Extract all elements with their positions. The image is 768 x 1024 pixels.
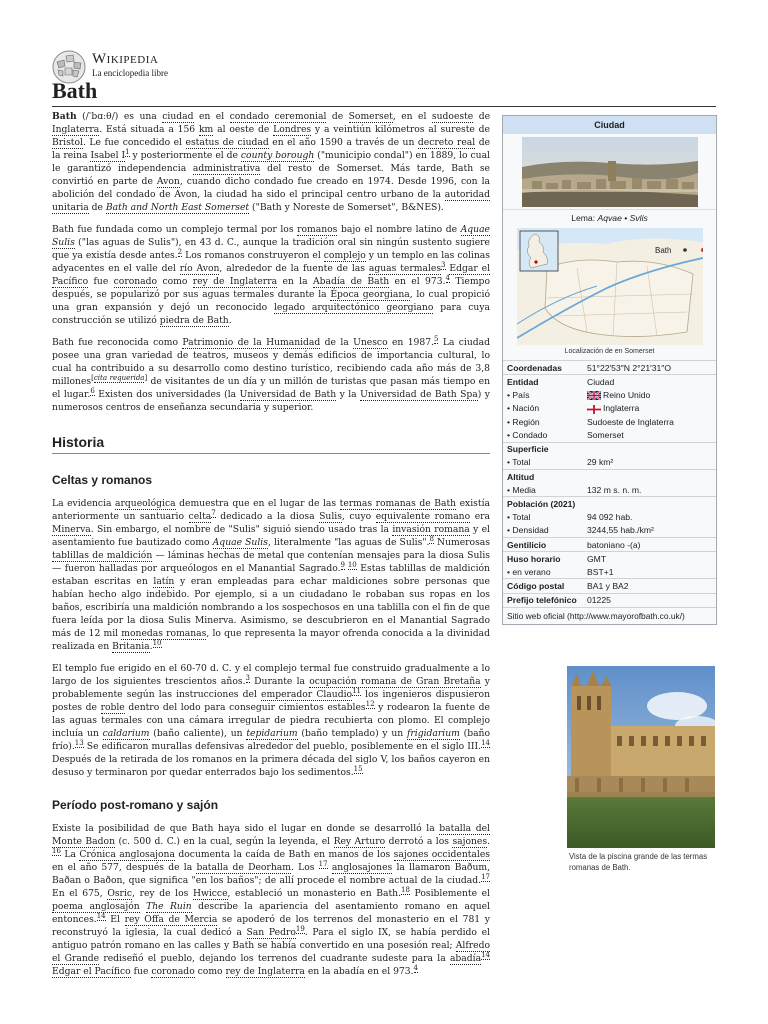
text: de <box>473 111 491 122</box>
text: derrotó a los <box>385 836 453 847</box>
text: , en el <box>392 111 432 122</box>
value: 3244,55 hab./km² <box>587 525 654 536</box>
link-romanos[interactable]: romanos <box>297 224 338 235</box>
text: , cuando dicho condado fue creado en 1974. Desde 1996, con la abolición del condado de Avon, la ciudad ha sido el principal centro urbano de la <box>52 176 490 200</box>
ref-17[interactable]: 17 <box>318 859 328 868</box>
ref-3[interactable]: 3 <box>441 260 446 269</box>
text: de la <box>320 337 354 348</box>
link-equivalente-romano[interactable]: equivalente romano <box>375 511 471 522</box>
text: Posiblemente el <box>409 888 490 899</box>
link-condado[interactable]: Somerset <box>587 430 624 440</box>
ref-13[interactable]: 13 <box>74 738 84 747</box>
link-gmt[interactable]: GMT <box>583 552 716 566</box>
coordinates-value[interactable]: 51°22′53″N 2°21′31″O <box>583 361 716 375</box>
link-unesco[interactable]: Unesco <box>353 337 388 348</box>
photo-caption: Vista de la piscina grande de las termas romanas de Bath. <box>569 852 708 872</box>
text: en el 973. <box>389 276 446 287</box>
text: para cuya construcción se utilizó <box>52 302 490 326</box>
ref-14c[interactable]: 14 <box>481 950 490 959</box>
text: describe la apariencia del asentamiento romano en aquel entonces. <box>52 901 490 925</box>
text: ("Bath y Noreste de Somerset", B&NES). <box>249 202 444 213</box>
ref-4[interactable]: 4 <box>445 273 450 282</box>
label: Entidad <box>503 375 583 389</box>
text: . Está situada a 156 <box>99 124 199 135</box>
ref-4b[interactable]: 4 <box>413 963 419 972</box>
link-abadia-bath[interactable]: Abadía de Bath <box>312 276 390 287</box>
label: Coordenadas <box>503 361 583 375</box>
link-the-ruin[interactable]: The Ruin <box>146 901 192 912</box>
link-tepidarium[interactable]: tepidarium <box>246 728 298 739</box>
text: de visitantes de un día y un millón de turistas que pasan más tiempo en el lugar. <box>52 376 490 400</box>
text: en el año 577, después de la <box>52 862 197 873</box>
row-densidad <box>503 524 716 538</box>
text: en la <box>277 276 313 287</box>
row-coordenadas <box>503 361 716 375</box>
text: Existen dos universidades (la <box>94 389 240 400</box>
row-gentilicio <box>503 537 716 551</box>
link-osric[interactable]: Osric <box>107 888 133 899</box>
link-rey-inglaterra-2[interactable]: rey de Inglaterra <box>225 966 305 977</box>
article-body <box>52 110 490 987</box>
link-coronado-2[interactable]: coronado <box>151 966 195 977</box>
link-universidad-bath-spa[interactable]: Universidad de Bath Spa <box>360 389 478 400</box>
link-offa[interactable]: rey Offa de Mercia <box>124 914 218 925</box>
text: Estas tablillas de maldición estaban escritas en <box>52 563 490 587</box>
link-abadia[interactable]: abadía <box>449 953 482 964</box>
map-city-label: Bath <box>654 246 671 255</box>
link-estatus-ciudad[interactable]: estatus de ciudad <box>185 137 269 148</box>
title-rule <box>52 106 716 107</box>
text: La <box>64 849 80 860</box>
link-ciudad[interactable]: ciudad <box>162 111 194 122</box>
link-batalla-badon[interactable]: batalla del Monte Badon <box>52 823 490 847</box>
uk-flag-icon <box>587 391 601 400</box>
text: fue <box>88 276 114 287</box>
text: — láminas hechas de metal que contenían mensajes para la diosa Sulis— fueron halladas por arqueólogos en el Manantial Sagrado. <box>52 550 490 574</box>
link-sajones[interactable]: sajones <box>452 836 488 847</box>
text: , cuyo <box>341 511 376 522</box>
ref-5[interactable]: 5 <box>434 334 439 343</box>
link-monedas-romanas[interactable]: monedas romanas <box>121 628 207 639</box>
link-administrativa[interactable]: administrativa <box>192 163 261 174</box>
link-bathnes[interactable]: Bath and North East Somerset <box>105 202 250 213</box>
text: demuestra que en el lugar de las <box>175 498 340 509</box>
ref-10[interactable]: 10 <box>347 560 357 569</box>
text: El templo fue erigido en el 60-70 d. C. y el complejo termal fue construido gradualmente a lo largo de los siguientes trescientos años. <box>52 663 490 687</box>
link-alfredo[interactable]: Alfredo el Grande <box>52 940 490 964</box>
row-altitud-media <box>503 483 716 497</box>
text: rediseñó el pueblo, dejando los terrenos del cuadrante sudeste para la <box>99 953 450 964</box>
link-celta[interactable]: celta <box>188 511 212 522</box>
wikipedia-wordmark: Wikipedia <box>92 51 159 67</box>
label: Gentilicio <box>503 537 583 551</box>
link-frigidarium[interactable]: frigidarium <box>406 728 460 739</box>
link-autoridad-unitaria[interactable]: autoridad unitaria <box>52 189 490 213</box>
row-huso-horario <box>503 552 716 566</box>
historia-paragraph-3 <box>52 822 490 978</box>
text: . <box>228 315 232 326</box>
link-latin[interactable]: latín <box>153 576 175 587</box>
text: (c. 500 d. C.) en la cual, según la leyenda, el <box>115 836 334 847</box>
link-decreto-real[interactable]: decreto real <box>417 137 476 148</box>
link-batalla-deorham[interactable]: batalla de Deorham <box>196 862 291 873</box>
ref-8[interactable]: 8 <box>429 534 434 543</box>
link-roble[interactable]: roble <box>100 702 125 713</box>
ref-15[interactable]: 15 <box>353 764 363 773</box>
ref-11[interactable]: 11 <box>352 686 361 695</box>
label: Prefijo telefónico <box>503 593 583 607</box>
text: Numerosas <box>433 537 490 548</box>
text: como <box>194 966 226 977</box>
row-superficie <box>503 442 716 456</box>
row-nacion <box>503 402 716 415</box>
historia-paragraph-2 <box>52 662 490 779</box>
text: y el asentamiento fue bautizado como <box>52 524 490 548</box>
value: batoniano -(a) <box>583 537 716 551</box>
link-coronado[interactable]: coronado <box>113 276 158 287</box>
link-anglosajones[interactable]: anglosajones <box>331 862 393 873</box>
label: • Condado <box>507 430 548 440</box>
bath-map-point <box>683 248 687 252</box>
intro-paragraph-2 <box>52 223 490 327</box>
map-caption: Localización de en Somerset <box>564 348 655 355</box>
text: en la abadía en el 973. <box>304 966 414 977</box>
ref-14b[interactable]: 14 <box>96 911 106 920</box>
link-reino-unido[interactable]: Reino Unido <box>603 389 651 400</box>
text: . <box>149 641 153 652</box>
city-skyline-photo[interactable] <box>522 137 698 207</box>
text: (baño frío). <box>52 728 490 752</box>
text: existía anteriormente un santuario <box>52 498 490 522</box>
text: era <box>470 511 491 522</box>
text: como <box>157 276 193 287</box>
ref-1[interactable]: 1 <box>125 147 130 156</box>
link-sulis[interactable]: Sulis <box>319 511 342 522</box>
motto-value: Aqvae • Svlis <box>597 213 648 223</box>
row-condado <box>503 428 716 442</box>
row-poblacion <box>503 497 716 511</box>
text: y a veintiún kilómetros al sureste de <box>311 124 490 135</box>
link-edgar[interactable]: Edgar el Pacífico <box>52 263 491 287</box>
link-bst[interactable]: BST+1 <box>587 566 614 577</box>
text: documenta la caída de Bath en manos de los <box>174 849 394 860</box>
ref-9[interactable]: 9 <box>340 560 345 569</box>
link-aquae-sulis-2[interactable]: Aquae Sulis <box>212 537 268 548</box>
label: • País <box>507 389 530 400</box>
row-pais <box>503 388 716 401</box>
heading-post-romano: Período post-romano y sajón <box>52 798 219 812</box>
text: ) y numerosos centros de enseñanza secundaria y superior. <box>52 389 491 413</box>
text: dedicado a la diosa <box>215 511 320 522</box>
link-legado[interactable]: legado arquitectónico georgiano <box>273 302 434 313</box>
ref-3b[interactable]: 3 <box>245 673 250 682</box>
link-londres[interactable]: Londres <box>273 124 312 135</box>
link-patrimonio[interactable]: Patrimonio de la Humanidad <box>182 337 321 348</box>
text: dentro del lodo para conseguir cimientos estables <box>124 702 366 713</box>
value: Ciudad <box>583 375 716 389</box>
row-poblacion-total <box>503 511 716 524</box>
link-epoca-georgiana[interactable]: Época georgiana <box>330 289 410 300</box>
link-edgar-2[interactable]: Edgar el Pacífico <box>52 966 131 977</box>
row-altitud <box>503 469 716 483</box>
link-poema-anglosajon[interactable]: poema anglosajón <box>52 901 140 912</box>
link-caldarium[interactable]: caldarium <box>102 728 150 739</box>
text: del resto de Somerset. Más tarde, Bath se convirtió en parte de <box>52 163 490 187</box>
page-title: Bath <box>52 78 98 103</box>
historia-paragraph-1 <box>52 497 490 653</box>
heading-celtas-romanos: Celtas y romanos <box>52 473 153 487</box>
text: y eran empleadas para echar maldiciones sobre personas que habían hecho algo indebido. Por ejemplo, si a un ciudadano le robaban sus ropas en los baños, escribiría una maldición nombrando a los sospechosos en una tablilla con el fin de que fuera leída por la diosa Sulis Minerva. Asimismo, se descubrieron en el Manantial Sagrado más de 12 mil <box>52 576 490 639</box>
link-isabel[interactable]: Isabel I <box>90 150 126 161</box>
text: de la reina <box>52 137 491 161</box>
bold-title: Bath <box>52 111 77 122</box>
link-county-borough[interactable]: county borough <box>240 150 315 161</box>
roman-baths-photo[interactable] <box>567 666 715 848</box>
link-rey-arturo[interactable]: Rey Arturo <box>333 836 386 847</box>
ref-6[interactable]: 6 <box>90 386 95 395</box>
value: 01225 <box>583 593 716 607</box>
wikipedia-tagline: La enciclopedia libre <box>92 68 168 78</box>
text: bajo el nombre latino de <box>337 224 461 235</box>
text: y probablemente según las instrucciones del <box>52 676 490 700</box>
link-aguas-termales[interactable]: aguas termales <box>368 263 442 274</box>
text: se apoderó de los terrenos del monasterio en el 781 y reconstruyó la iglesia, la cual dedicó a <box>52 914 491 938</box>
value: 29 km² <box>587 457 614 468</box>
text: La evidencia <box>52 498 116 509</box>
row-codigo-postal <box>503 579 716 593</box>
ref-7[interactable]: 7 <box>211 508 216 517</box>
link-termas-romanas[interactable]: termas romanas de Bath <box>339 498 457 509</box>
label: • Densidad <box>507 525 549 536</box>
text: , alrededor de la fuente de las <box>219 263 369 274</box>
text: Bath fue reconocida como <box>52 337 183 348</box>
link-minerva[interactable]: Minerva <box>52 524 91 535</box>
label: Huso horario <box>503 552 583 566</box>
england-flag-icon <box>587 405 601 414</box>
ref-12[interactable]: 12 <box>365 699 375 708</box>
text: en el año 1590 a través de un <box>268 137 418 148</box>
link-hwicce[interactable]: Hwicce <box>192 888 228 899</box>
row-entidad <box>503 375 716 389</box>
text: fue <box>130 966 152 977</box>
official-website-link[interactable]: Sitio web oficial (http://www.mayorofbath.co.uk/) <box>503 607 716 624</box>
label: Población (2021) <box>503 497 716 511</box>
link-emperador-claudio[interactable]: emperador Claudio <box>261 689 353 700</box>
link-san-pedro[interactable]: San Pedro <box>246 927 296 938</box>
ref-16[interactable]: 16 <box>52 846 61 855</box>
link-ocupacion-romana[interactable]: ocupación romana de Gran Bretaña <box>309 676 481 687</box>
text: la llamaron Baðum, Baðan o Baðon, que significa "en los baños"; de allí procede el nombre actual de la ciudad. <box>52 862 491 886</box>
row-prefijo <box>503 593 716 607</box>
text: . Los <box>290 862 319 873</box>
link-inglaterra[interactable]: Inglaterra <box>52 124 100 135</box>
text: , rey de los <box>132 888 193 899</box>
text: Existe la posibilidad de que Bath haya sido el lugar en donde se desarrolló la <box>52 823 440 834</box>
value: 94 092 hab. <box>587 512 633 523</box>
link-inglaterra-infobox[interactable]: Inglaterra <box>603 403 640 414</box>
text: ("las aguas de Sulis"), en 43 d. C., aunque la tradición oral sin ningún sustento sugiere que ya existía desde antes. <box>52 237 490 261</box>
link-complejo[interactable]: complejo <box>323 250 366 261</box>
link-britania[interactable]: Britania <box>112 641 150 652</box>
text: en 1987. <box>387 337 435 348</box>
text: (/ˈbɑːθ/) es una <box>76 111 163 122</box>
text: . Le fue concedido el <box>82 137 186 148</box>
label: • Región <box>507 416 540 427</box>
link-avon[interactable]: Avon <box>156 176 180 187</box>
link-rio-avon[interactable]: río Avon <box>179 263 220 274</box>
link-bristol[interactable]: Bristol <box>52 137 83 148</box>
link-sajones-occidentales[interactable]: sajones occidentales <box>393 849 490 860</box>
text: El <box>105 914 125 925</box>
ref-18[interactable]: 18 <box>401 885 410 894</box>
motto-label: Lema: <box>571 213 598 223</box>
ref-19[interactable]: 19 <box>295 924 305 933</box>
row-region <box>503 415 716 428</box>
link-universidad-bath[interactable]: Universidad de Bath <box>239 389 337 400</box>
text: La ciudad posee una gran variedad de teatros, museos y demás edificios de importancia cultural, lo cual ha contribuido a su desarrollo como destino turístico, recibiendo cada año más de 3,8 millones <box>52 337 491 387</box>
text: de <box>326 111 349 122</box>
label: • Nación <box>507 403 540 414</box>
link-cronica[interactable]: Crónica anglosajona <box>79 849 175 860</box>
link-invasion-romana[interactable]: invasión romana <box>392 524 470 535</box>
text: y la <box>336 389 361 400</box>
label: Altitud <box>503 469 716 483</box>
text: Durante la <box>249 676 310 687</box>
value: BA1 y BA2 <box>583 579 716 593</box>
ref-2[interactable]: 2 <box>177 247 183 256</box>
link-somerset[interactable]: Somerset <box>348 111 393 122</box>
link-condado-ceremonial[interactable]: condado ceremonial <box>229 111 327 122</box>
text: al oeste de <box>213 124 274 135</box>
text: . Sin embargo, el nombre de "Sulis" siguió siendo usado tras la <box>90 524 393 535</box>
infobox <box>502 115 717 625</box>
link-piedra-bath[interactable]: piedra de Bath <box>159 315 229 326</box>
ref-14[interactable]: 14 <box>481 738 490 747</box>
text: Tiempo después, se popularizó por sus aguas termales durante la <box>52 276 490 300</box>
text: . Para el siglo IX, se había perdido el antiguo patrón romano en las calles y Bath se había convertido en una posesión real; <box>52 927 490 951</box>
link-aquae-sulis[interactable]: Aquae Sulis <box>52 224 490 248</box>
text: en el <box>193 111 230 122</box>
text: y posteriormente el de <box>129 150 241 161</box>
link-arqueologica[interactable]: arqueológica <box>115 498 176 509</box>
text: (baño templado) y un <box>297 728 407 739</box>
location-map[interactable] <box>517 228 703 345</box>
ref-10b[interactable]: 10 <box>152 638 162 647</box>
text: En el 675, <box>52 888 108 899</box>
intro-paragraph-1 <box>52 110 490 214</box>
text: , estableció un monasterio en Bath. <box>227 888 402 899</box>
text: Se edificaron murallas defensivas alrededor del pueblo, posiblemente en el siglo III. <box>83 741 482 752</box>
text: . <box>487 836 491 847</box>
text: de <box>88 202 106 213</box>
value: 132 m s. n. m. <box>587 484 642 495</box>
text: , literalmente "las aguas de Sulis". <box>267 537 430 548</box>
infobox-table <box>503 360 716 607</box>
row-superficie-total <box>503 456 716 470</box>
label: • Total <box>507 457 531 468</box>
text: los ingenieros dispusieron postes de <box>52 689 490 713</box>
ref-17b[interactable]: 17 <box>481 872 490 881</box>
link-tablillas[interactable]: tablillas de maldición <box>52 550 153 561</box>
label: • Media <box>507 484 536 495</box>
label: • Total <box>507 512 531 523</box>
text: (baño caliente), un <box>149 728 247 739</box>
text: , lo que representa la mayor ofrenda conocida a la divinidad realizada en <box>52 628 490 652</box>
cita-requerida-link[interactable]: cita requerida <box>93 373 145 382</box>
text: y rodearon la fuente de las aguas termales con una cámara irregular de piedra recubierta con plomo. El complejo incluía un <box>52 702 490 739</box>
row-verano <box>503 565 716 579</box>
label: Superficie <box>503 442 716 456</box>
text: , lo cual propició una gran expansión y dejó un reconocido <box>52 289 490 313</box>
text: y un templo en las colinas adyacentes en el valle del <box>52 250 490 274</box>
infobox-motto <box>503 209 716 226</box>
label: Código postal <box>503 579 583 593</box>
intro-paragraph-3: Bath fue reconocida como Patrimonio de la Humanidad de la Unesco en 1987.$^5$ La ciudad posee una gran variedad de teatros, museos y demás edificios de importancia cultural, lo cual ha contribuido a su desarrollo como destino turístico, recibiendo cada año más de 3,8 millones[cita requerida] de visitantes de un día y un millón de turistas que pasan más tiempo en el lugar.$^6$ Existen dos universidades (la Universidad de Bath y la Universidad de Bath Spa) y numerosos centros de enseñanza secundaria y superior. <box>52 334 491 413</box>
text: Después de la retirada de los romanos en la primera década del siglo V, los baños cayeron en desuso y terminaron por quedar enterrados bajo los sedimentos. <box>52 754 490 778</box>
link-km[interactable]: km <box>198 124 214 135</box>
link-region[interactable]: Sudoeste de Inglaterra <box>587 416 674 427</box>
infobox-header: Ciudad <box>503 116 716 134</box>
text: Los romanos construyeron el <box>182 250 324 261</box>
text: ("municipio condal") en 1889, lo cual le garantizó independencia <box>52 150 490 174</box>
label: • en verano <box>507 566 551 577</box>
link-sudoeste[interactable]: sudoeste <box>431 111 474 122</box>
text: Bath fue fundada como un complejo termal por los <box>52 224 298 235</box>
heading-historia: Historia <box>52 436 490 454</box>
link-rey-inglaterra[interactable]: rey de Inglaterra <box>192 276 278 287</box>
